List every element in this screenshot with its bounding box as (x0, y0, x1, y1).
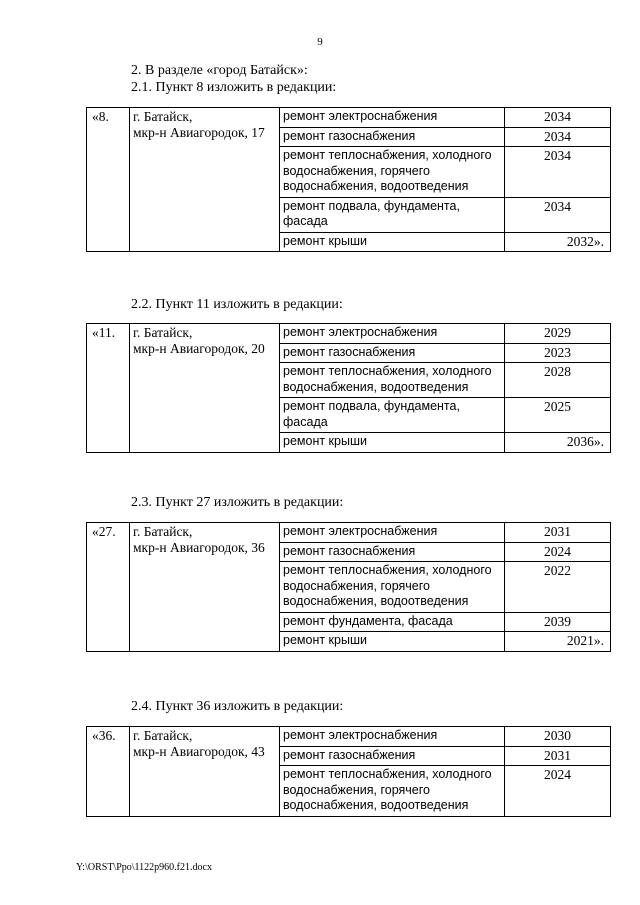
work-type: ремонт электроснабжения (280, 324, 505, 344)
work-type: ремонт электроснабжения (280, 727, 505, 747)
work-year: 2024 (505, 766, 611, 817)
work-type: ремонт крыши (280, 632, 505, 652)
intro-2-1: 2.1. Пункт 8 изложить в редакции: (131, 80, 337, 95)
table-item-11 (86, 323, 611, 453)
intro-2-2: 2.2. Пункт 11 изложить в редакции: (131, 297, 343, 312)
address-city: г. Батайск, (133, 728, 193, 743)
address-city: г. Батайск, (133, 109, 193, 124)
work-type: ремонт газоснабжения (280, 343, 505, 363)
work-year: 2023 (505, 343, 611, 363)
intro-2-4: 2.4. Пункт 36 изложить в редакции: (131, 699, 344, 714)
address-cell (130, 108, 280, 252)
page-number: 9 (317, 36, 323, 48)
address-city: г. Батайск, (133, 325, 193, 340)
work-year: 2031 (505, 523, 611, 543)
work-type: ремонт электроснабжения (280, 523, 505, 543)
work-type: ремонт газоснабжения (280, 542, 505, 562)
work-year: 2034 (505, 108, 611, 128)
work-type: ремонт теплоснабжения, холодного водоснабжения, горячего водоснабжения, водоотведения (280, 147, 505, 198)
work-type: ремонт теплоснабжения, холодного водоснабжения, водоотведения (280, 363, 505, 398)
work-type: ремонт подвала, фундамента, фасада (280, 197, 505, 232)
address-district: мкр-н Авиагородок, 20 (133, 340, 265, 356)
work-year: 2036». (505, 433, 611, 453)
table-row (87, 727, 611, 747)
table-row (87, 108, 611, 128)
address-district: мкр-н Авиагородок, 17 (133, 124, 265, 140)
work-year: 2025 (505, 398, 611, 433)
file-path-footer: Y:\ORST\Ppo\1122p960.f21.docx (76, 862, 212, 873)
work-year: 2032». (505, 232, 611, 252)
table-item-27 (86, 522, 611, 652)
table-item-36 (86, 726, 611, 817)
work-year: 2030 (505, 727, 611, 747)
table-item-8 (86, 107, 611, 252)
work-type: ремонт подвала, фундамента, фасада (280, 398, 505, 433)
item-number: «11. (87, 324, 130, 453)
work-year: 2039 (505, 612, 611, 632)
work-type: ремонт теплоснабжения, холодного водоснабжения, горячего водоснабжения, водоотведения (280, 766, 505, 817)
work-type: ремонт крыши (280, 433, 505, 453)
work-type: ремонт теплоснабжения, холодного водоснабжения, горячего водоснабжения, водоотведения (280, 562, 505, 613)
work-type: ремонт газоснабжения (280, 127, 505, 147)
item-number: «36. (87, 727, 130, 817)
address-district: мкр-н Авиагородок, 36 (133, 539, 265, 555)
address-cell (130, 727, 280, 817)
work-year: 2034 (505, 127, 611, 147)
table-row (87, 523, 611, 543)
address-cell (130, 324, 280, 453)
work-type: ремонт электроснабжения (280, 108, 505, 128)
work-type: ремонт фундамента, фасада (280, 612, 505, 632)
item-number: «27. (87, 523, 130, 652)
work-year: 2021». (505, 632, 611, 652)
address-district: мкр-н Авиагородок, 43 (133, 743, 265, 759)
work-year: 2024 (505, 542, 611, 562)
table-row (87, 324, 611, 344)
work-year: 2034 (505, 197, 611, 232)
work-year: 2034 (505, 147, 611, 198)
work-year: 2029 (505, 324, 611, 344)
work-year: 2022 (505, 562, 611, 613)
item-number: «8. (87, 108, 130, 252)
work-year: 2028 (505, 363, 611, 398)
section-heading: 2. В разделе «город Батайск»: (131, 63, 308, 78)
work-type: ремонт газоснабжения (280, 746, 505, 766)
intro-2-3: 2.3. Пункт 27 изложить в редакции: (131, 495, 344, 510)
address-city: г. Батайск, (133, 524, 193, 539)
work-type: ремонт крыши (280, 232, 505, 252)
address-cell (130, 523, 280, 652)
work-year: 2031 (505, 746, 611, 766)
